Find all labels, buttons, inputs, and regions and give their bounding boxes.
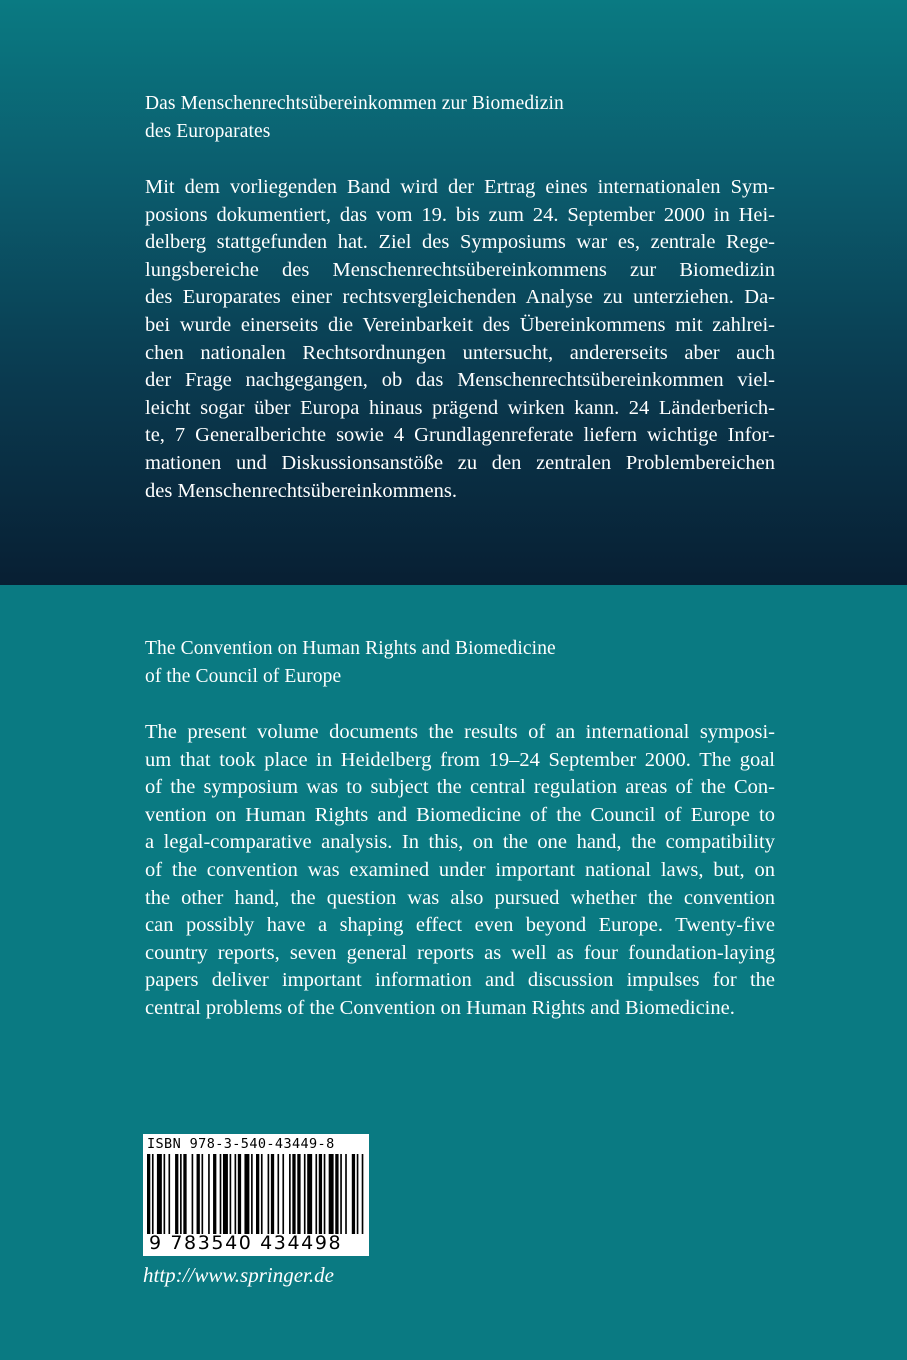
barcode-bar <box>220 1154 222 1234</box>
barcode-bar <box>256 1154 259 1234</box>
barcode-bar <box>208 1154 210 1234</box>
barcode-bar <box>251 1154 253 1234</box>
barcode-bar <box>152 1154 154 1234</box>
english-title-line: The Convention on Human Rights and Biomedicine <box>145 638 556 659</box>
english-body-line: can possibly have a shaping effect even beyond Europe. Twenty-five <box>145 914 775 937</box>
english-body-line: a legal-comparative analysis. In this, on the one hand, the compatibility <box>145 831 775 854</box>
german-title <box>145 90 785 146</box>
barcode-bar <box>261 1154 263 1234</box>
barcode-bar <box>192 1154 194 1234</box>
barcode-bar <box>164 1154 166 1234</box>
german-title-line: des Europarates <box>145 121 271 142</box>
german-body-line: te, 7 Generalberichte sowie 4 Grundlagenreferate liefern wichtige Infor- <box>145 424 775 447</box>
english-body-line: um that took place in Heidelberg from 19–24 September 2000. The goal <box>145 748 775 771</box>
english-body-line: central problems of the Convention on Human Rights and Biomedicine. <box>145 996 735 1019</box>
english-body-line: of the symposium was to subject the central regulation areas of the Con- <box>145 776 775 799</box>
barcode-bar <box>340 1154 342 1234</box>
german-title-line: Das Menschenrechtsübereinkommen zur Biomedizin <box>145 93 564 114</box>
barcode-bar <box>183 1154 186 1234</box>
german-body-line: delberg stattgefunden hat. Ziel des Symposiums war es, zentrale Rege- <box>145 231 775 254</box>
german-body-line: leicht sogar über Europa hinaus prägend wirken kann. 24 Länderberich- <box>145 396 775 419</box>
german-body-line: mationen und Diskussionsanstöße zu den zentralen Problembereichen <box>145 451 775 474</box>
barcode-bar <box>304 1154 306 1234</box>
barcode-bar <box>362 1154 364 1234</box>
english-body-line: papers deliver important information and discussion impulses for the <box>145 969 775 992</box>
publisher-url[interactable]: http://www.springer.de <box>143 1263 334 1287</box>
german-body-line: des Menschenrechtsübereinkommens. <box>145 479 457 502</box>
barcode-bar <box>324 1154 326 1234</box>
barcode-bar <box>307 1154 312 1234</box>
barcode-bar <box>271 1154 274 1234</box>
barcode-bar <box>202 1154 204 1234</box>
barcode-bar <box>175 1154 178 1234</box>
barcode-bar <box>168 1154 170 1234</box>
barcode-bar <box>345 1154 347 1234</box>
barcode-bar <box>292 1154 295 1234</box>
barcode-bar <box>335 1154 338 1234</box>
barcode-bar <box>180 1154 182 1234</box>
german-body-line: lungsbereiche des Menschenrechtsübereinkommens zur Biomedizin <box>145 258 775 281</box>
german-body-line: des Europarates einer rechtsvergleichenden Analyse zu unterziehen. Da- <box>145 286 775 309</box>
barcode-bar <box>213 1154 216 1234</box>
ean-digits: 9 783540 434498 <box>149 1232 343 1254</box>
barcode-bar <box>352 1154 355 1234</box>
barcode-bar <box>319 1154 322 1234</box>
barcode-bar <box>297 1154 300 1234</box>
barcode-bar <box>238 1154 241 1234</box>
german-body-line: bei wurde einerseits die Vereinbarkeit des Übereinkommens mit zahlrei- <box>145 313 775 336</box>
isbn-barcode <box>143 1134 369 1256</box>
german-body-line: chen nationalen Rechtsordnungen untersucht, andererseits aber auch <box>145 341 775 364</box>
barcode-bar <box>329 1154 334 1234</box>
barcode-bar <box>230 1154 232 1234</box>
barcode-bar <box>282 1154 284 1234</box>
german-body <box>145 174 775 505</box>
barcode-bar <box>244 1154 249 1234</box>
barcode-bar <box>197 1154 200 1234</box>
barcode-bar <box>289 1154 291 1234</box>
english-title-line: of the Council of Europe <box>145 666 342 687</box>
barcode-bars <box>147 1154 365 1234</box>
english-body-line: of the convention was examined under important national laws, but, on <box>145 858 775 881</box>
isbn-label: ISBN 978-3-540-43449-8 <box>147 1136 335 1152</box>
barcode-bar <box>315 1154 317 1234</box>
german-body-line: Mit dem vorliegenden Band wird der Ertrag eines internationalen Sym- <box>145 176 775 198</box>
barcode-bar <box>235 1154 237 1234</box>
barcode-bar <box>147 1154 150 1234</box>
english-body-line: the other hand, the question was also pursued whether the convention <box>145 886 775 909</box>
english-body-line: country reports, seven general reports as well as four foundation-laying <box>145 941 775 964</box>
english-body-line: The present volume documents the results of an international symposi- <box>145 721 775 743</box>
barcode-bar <box>357 1154 359 1234</box>
barcode-bar <box>223 1154 228 1234</box>
english-body-line: vention on Human Rights and Biomedicine of the Council of Europe to <box>145 803 775 826</box>
english-body <box>145 719 775 1023</box>
german-body-line: posions dokumentiert, das vom 19. bis zum 24. September 2000 in Hei- <box>145 203 775 226</box>
barcode-bar <box>157 1154 162 1234</box>
german-body-line: der Frage nachgegangen, ob das Menschenrechtsübereinkommen viel- <box>145 369 775 392</box>
barcode-bar <box>268 1154 270 1234</box>
english-title <box>145 635 785 691</box>
barcode-bar <box>277 1154 279 1234</box>
